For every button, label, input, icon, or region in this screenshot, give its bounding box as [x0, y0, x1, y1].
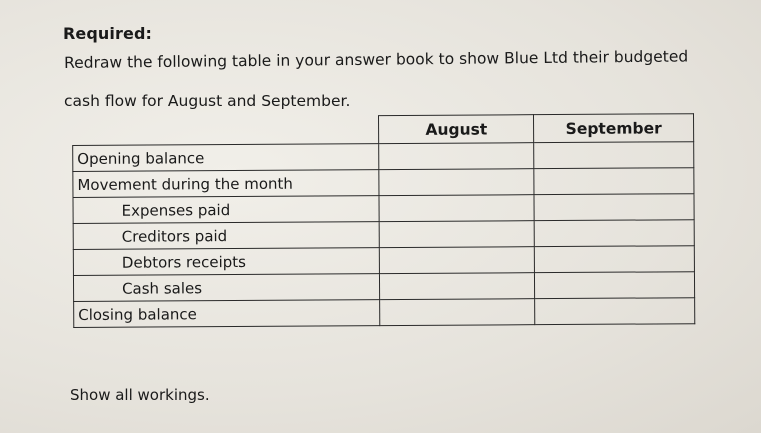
- cell-august: [380, 273, 535, 300]
- cell-august: [379, 195, 534, 222]
- cell-september: [534, 220, 694, 247]
- column-august: August: [379, 115, 534, 144]
- show-workings-note: Show all workings.: [70, 386, 210, 404]
- table-row: [73, 220, 694, 250]
- cell-august: [380, 247, 535, 274]
- row-label: Closing balance: [74, 300, 381, 328]
- instruction-line-1: Redraw the following table in your answer book to show Blue Ltd their budgeted: [64, 47, 689, 72]
- header-blank-cell: [73, 116, 380, 146]
- row-label: Creditors paid: [73, 222, 380, 250]
- cell-september: [535, 246, 695, 273]
- table-row: [73, 272, 694, 302]
- row-label: Cash sales: [73, 274, 380, 302]
- row-label: Debtors receipts: [73, 248, 380, 276]
- table-header-row: [73, 114, 694, 146]
- cell-september: [534, 142, 694, 169]
- required-heading: Required:: [63, 24, 152, 43]
- row-label: Movement during the month: [73, 170, 380, 198]
- cell-august: [379, 169, 534, 196]
- table-row: [73, 246, 694, 276]
- column-september: September: [534, 114, 694, 143]
- table-row: [74, 298, 695, 328]
- instruction-line-2: cash flow for August and September.: [64, 92, 351, 110]
- cell-august: [379, 143, 534, 170]
- table-row: [73, 194, 694, 224]
- row-label: Expenses paid: [73, 196, 380, 224]
- cell-september: [535, 272, 695, 299]
- cash-flow-table: [72, 113, 695, 328]
- cell-september: [535, 298, 695, 325]
- cell-august: [380, 221, 535, 248]
- table-row: [73, 168, 694, 198]
- row-label: Opening balance: [73, 144, 380, 172]
- cell-september: [534, 194, 694, 221]
- table-row: [73, 142, 694, 172]
- cell-september: [534, 168, 694, 195]
- cell-august: [380, 299, 535, 326]
